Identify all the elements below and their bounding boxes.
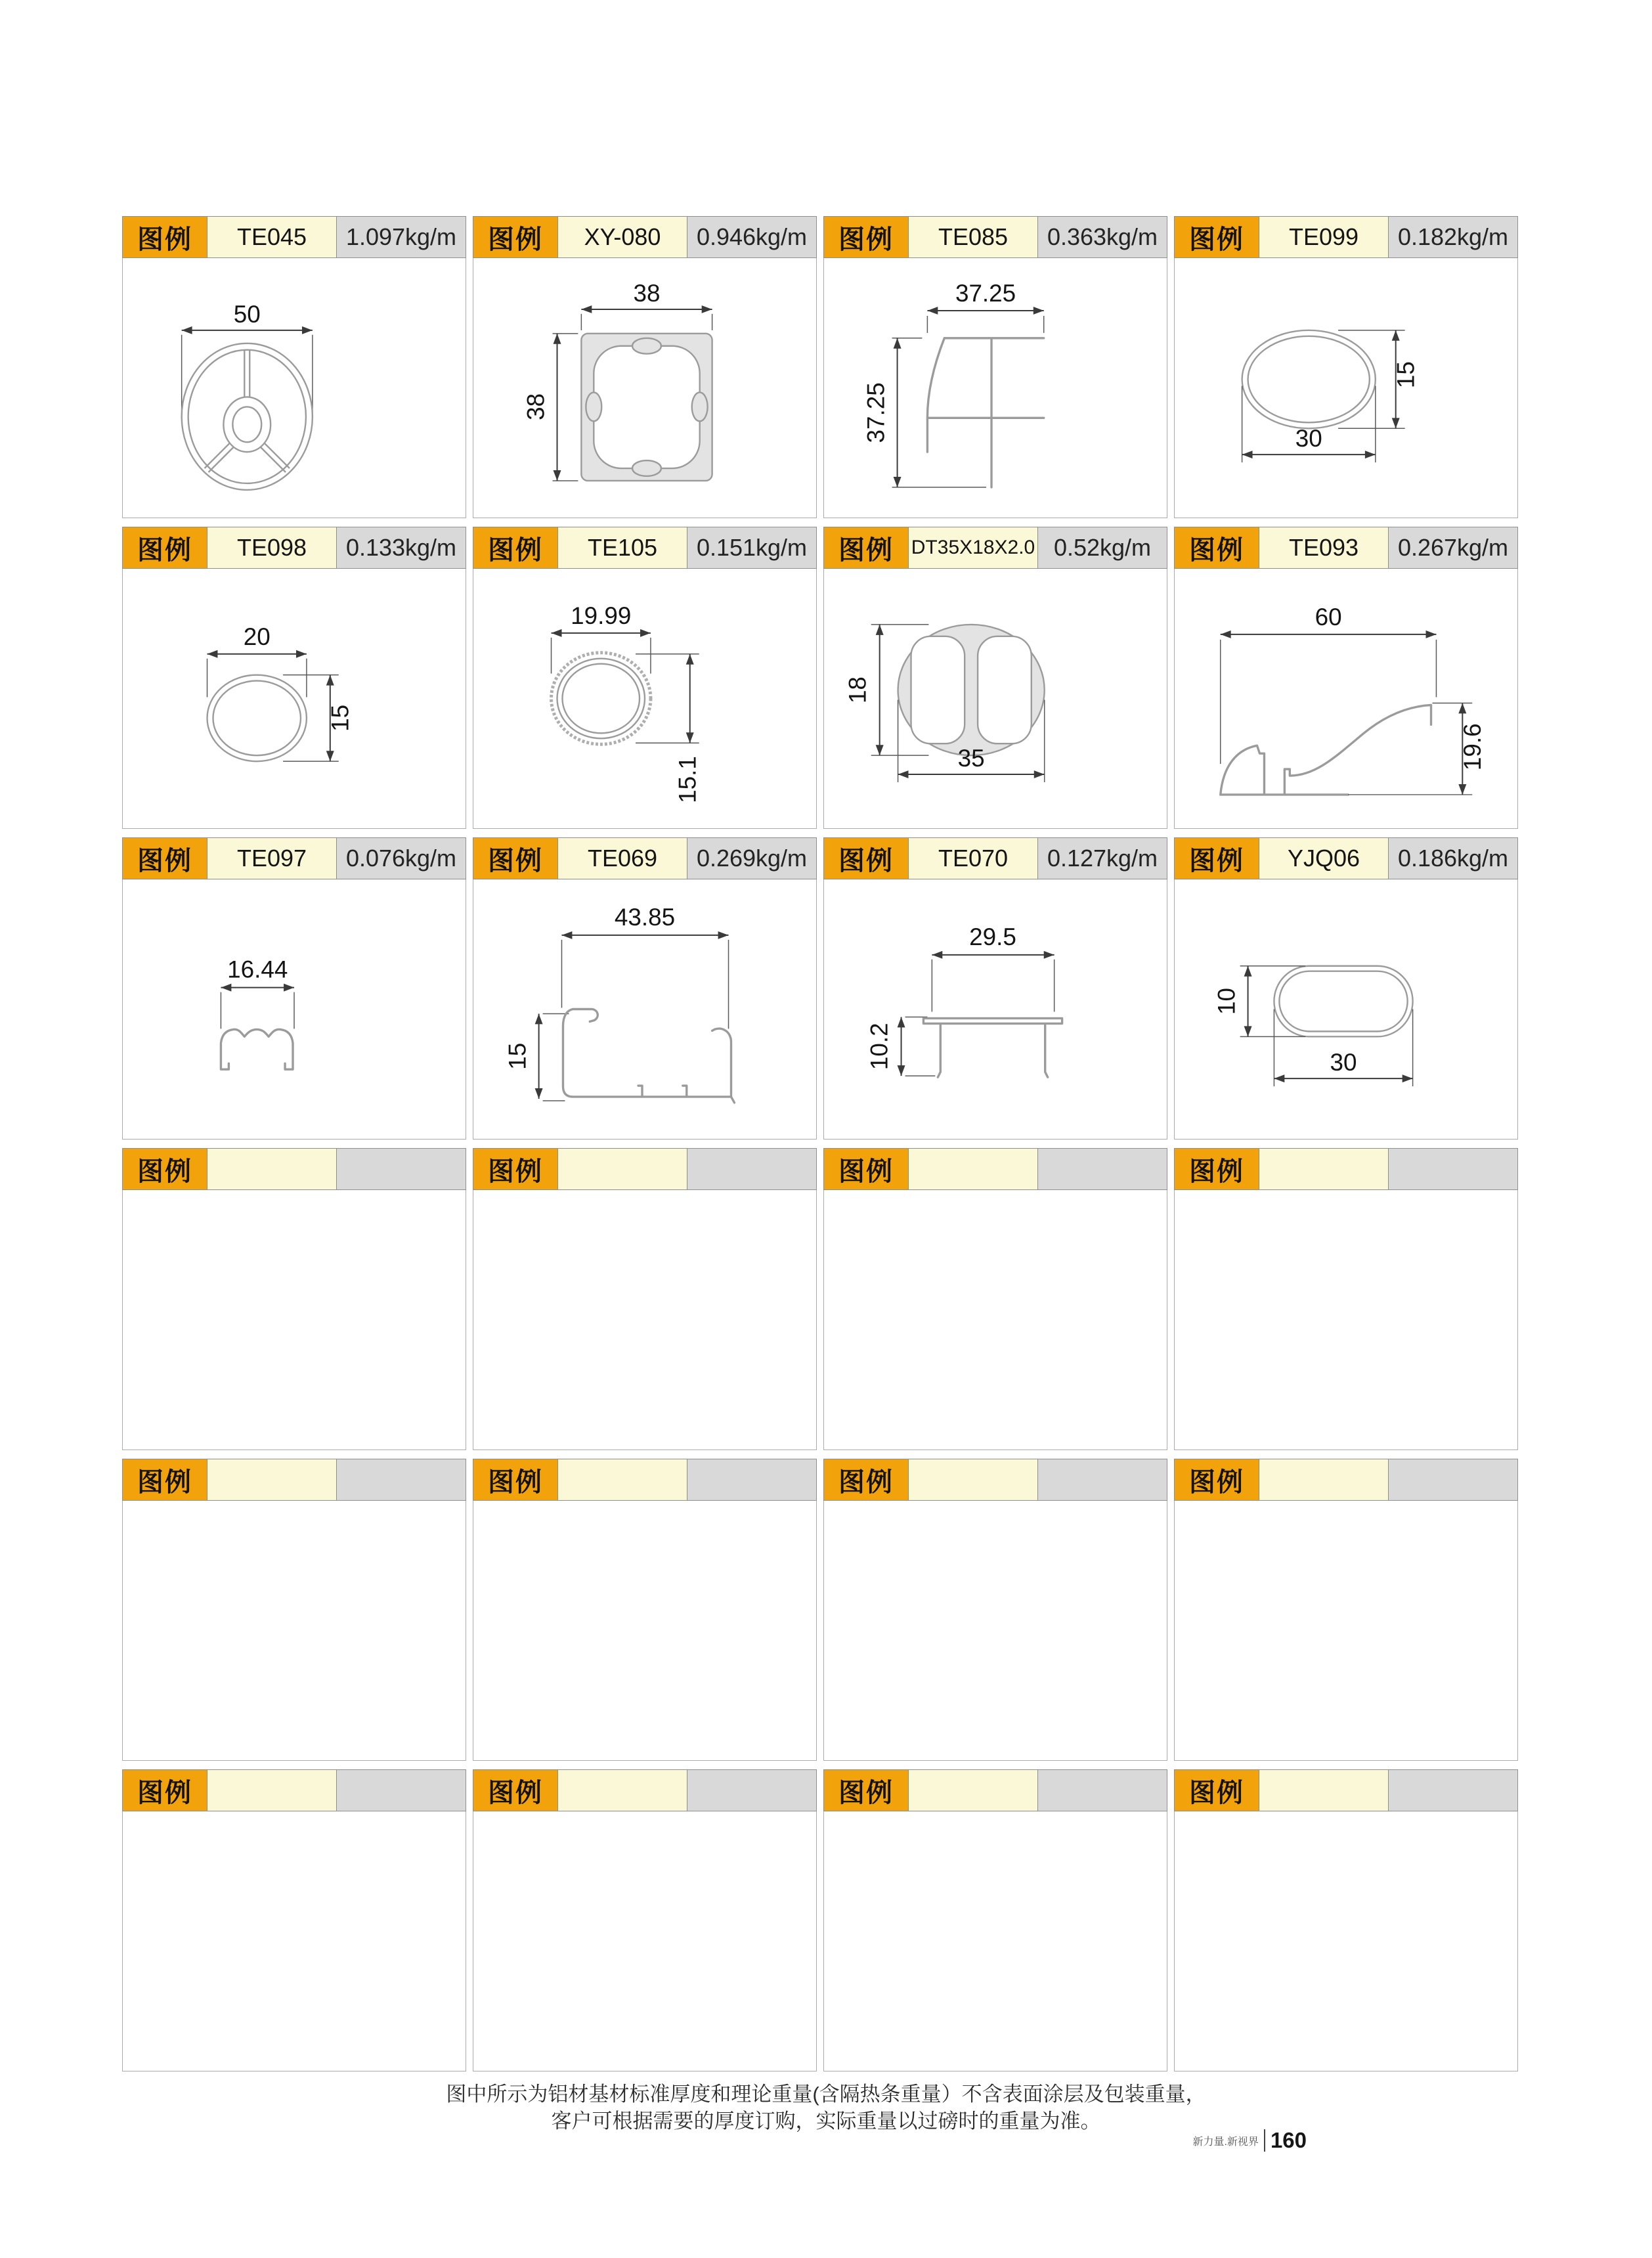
card-header (1174, 837, 1518, 879)
profile-code (909, 1459, 1037, 1501)
profile-code (1259, 1769, 1388, 1811)
profile-code (207, 1148, 336, 1190)
profile-code (207, 1769, 336, 1811)
profile-card-empty (473, 1148, 817, 1450)
profile-weight: 0.267kg/m (1388, 527, 1518, 569)
profile-weight: 0.52kg/m (1037, 527, 1167, 569)
profile-drawing-divided-oval-tube (823, 569, 1167, 829)
legend-badge: 图例 (473, 1769, 558, 1811)
profile-drawing-pill-tube (1174, 879, 1518, 1140)
card-header (1174, 216, 1518, 258)
card-header (122, 527, 466, 569)
profile-card-empty (122, 1459, 466, 1761)
profile-card-empty (473, 1769, 817, 2071)
profile-code: TE105 (558, 527, 687, 569)
card-header (473, 1148, 817, 1190)
card-header (122, 1769, 466, 1811)
grid-row-1 (122, 216, 1527, 518)
profile-drawing-empty (122, 1190, 466, 1450)
profile-weight (687, 1769, 817, 1811)
legend-badge: 图例 (1174, 837, 1259, 879)
dim-top: 50 (233, 300, 261, 328)
profile-weight: 0.182kg/m (1388, 216, 1518, 258)
dim-top: 37.25 (955, 280, 1016, 307)
card-header (1174, 527, 1518, 569)
legend-badge: 图例 (823, 527, 909, 569)
footer-note-line1: 图中所示为铝材基材标准厚度和理论重量(含隔热条重量）不含表面涂层及包装重量， (446, 2083, 1206, 2106)
dim-left: 37.25 (862, 382, 890, 443)
brand-divider (1264, 2129, 1265, 2152)
profile-weight (1388, 1769, 1518, 1811)
dim-left: 10 (1213, 988, 1240, 1015)
legend-badge: 图例 (823, 1769, 909, 1811)
profile-code: TE098 (207, 527, 336, 569)
card-header (1174, 1459, 1518, 1501)
page-number: 160 (1270, 2128, 1307, 2152)
profile-weight: 1.097kg/m (336, 216, 466, 258)
legend-badge: 图例 (1174, 527, 1259, 569)
profile-drawing-empty (823, 1811, 1167, 2071)
legend-badge: 图例 (1174, 1769, 1259, 1811)
profile-card-te085 (823, 216, 1167, 518)
profile-code: TE085 (909, 216, 1037, 258)
profile-drawing-track-profile (473, 879, 817, 1140)
profile-code: TE069 (558, 837, 687, 879)
profile-drawing-wheel-tube (122, 258, 466, 518)
card-header (823, 527, 1167, 569)
grid-row-5 (122, 1459, 1527, 1761)
profile-weight (687, 1459, 817, 1501)
dim-right: 15.1 (674, 756, 701, 803)
grid-row-4 (122, 1148, 1527, 1450)
profile-card-empty (1174, 1148, 1518, 1450)
card-header (1174, 1148, 1518, 1190)
profile-weight: 0.151kg/m (687, 527, 817, 569)
dim-top: 60 (1315, 603, 1342, 631)
profile-weight: 0.127kg/m (1037, 837, 1167, 879)
profile-code (558, 1769, 687, 1811)
dim-bottom: 30 (1330, 1049, 1357, 1076)
dim-left: 10.2 (865, 1023, 893, 1071)
dim-top: 19.99 (571, 602, 632, 629)
legend-badge: 图例 (122, 527, 207, 569)
dim-left: 18 (844, 676, 871, 704)
dim-top: 20 (243, 623, 271, 650)
profile-drawing-empty (122, 1811, 466, 2071)
card-header (823, 1769, 1167, 1811)
profile-drawing-knurled-oval-tube (473, 569, 817, 829)
dim-top: 38 (633, 280, 661, 307)
legend-badge: 图例 (823, 837, 909, 879)
profile-drawing-empty (823, 1190, 1167, 1450)
legend-badge: 图例 (823, 216, 909, 258)
profile-weight: 0.363kg/m (1037, 216, 1167, 258)
profile-code: YJQ06 (1259, 837, 1388, 879)
dim-left: 15 (504, 1042, 531, 1070)
profile-card-te097 (122, 837, 466, 1140)
profile-code: DT35X18X2.0 (909, 527, 1037, 569)
profile-card-empty (122, 1769, 466, 2071)
card-header (473, 527, 817, 569)
dim-right: 15 (326, 704, 354, 732)
profile-drawing-clip-profile (122, 879, 466, 1140)
profile-card-empty (823, 1459, 1167, 1761)
profile-card-empty (1174, 1459, 1518, 1761)
profile-card-te069 (473, 837, 817, 1140)
profile-card-te070 (823, 837, 1167, 1140)
profile-card-te105 (473, 527, 817, 829)
profile-drawing-empty (1174, 1190, 1518, 1450)
profile-grid (122, 216, 1527, 2080)
dim-right: 19.6 (1459, 723, 1487, 771)
profile-drawing-sill-profile (1174, 569, 1518, 829)
profile-weight (336, 1769, 466, 1811)
card-header (473, 837, 817, 879)
profile-code: TE097 (207, 837, 336, 879)
grid-row-3 (122, 837, 1527, 1140)
profile-code (909, 1148, 1037, 1190)
profile-drawing-oval-tube (1174, 258, 1518, 518)
profile-weight (336, 1148, 466, 1190)
profile-card-te099 (1174, 216, 1518, 518)
profile-weight: 0.186kg/m (1388, 837, 1518, 879)
legend-badge: 图例 (473, 837, 558, 879)
profile-code (558, 1148, 687, 1190)
profile-weight: 0.076kg/m (336, 837, 466, 879)
profile-drawing-empty (473, 1190, 817, 1450)
profile-card-yjq06 (1174, 837, 1518, 1140)
footer-note (0, 2081, 1652, 2135)
profile-weight (1037, 1769, 1167, 1811)
grid-row-6 (122, 1769, 1527, 2071)
card-header (1174, 1769, 1518, 1811)
legend-badge: 图例 (473, 216, 558, 258)
profile-card-empty (823, 1148, 1167, 1450)
legend-badge: 图例 (122, 1459, 207, 1501)
card-header (122, 1148, 466, 1190)
profile-drawing-oval-tube (122, 569, 466, 829)
page-footer-brand (1116, 2128, 1307, 2153)
card-header (823, 216, 1167, 258)
card-header (473, 216, 817, 258)
dim-top: 16.44 (227, 956, 288, 983)
profile-weight (1037, 1148, 1167, 1190)
dim-bottom: 30 (1295, 425, 1322, 453)
profile-card-empty (122, 1148, 466, 1450)
dim-left: 38 (522, 393, 550, 420)
dim-right: 15 (1392, 361, 1420, 389)
profile-weight: 0.133kg/m (336, 527, 466, 569)
profile-code: TE070 (909, 837, 1037, 879)
profile-code: XY-080 (558, 216, 687, 258)
profile-weight (336, 1459, 466, 1501)
profile-weight: 0.269kg/m (687, 837, 817, 879)
profile-card-empty (473, 1459, 817, 1761)
legend-badge: 图例 (122, 216, 207, 258)
profile-drawing-empty (1174, 1501, 1518, 1761)
profile-drawing-empty (1174, 1811, 1518, 2071)
profile-weight: 0.946kg/m (687, 216, 817, 258)
profile-drawing-empty (122, 1501, 466, 1761)
profile-code (558, 1459, 687, 1501)
profile-weight (1037, 1459, 1167, 1501)
legend-badge: 图例 (1174, 216, 1259, 258)
grid-row-2 (122, 527, 1527, 829)
dim-top: 43.85 (614, 903, 676, 931)
legend-badge: 图例 (1174, 1148, 1259, 1190)
profile-code (1259, 1148, 1388, 1190)
profile-drawing-empty (473, 1501, 817, 1761)
card-header (122, 1459, 466, 1501)
profile-code: TE045 (207, 216, 336, 258)
legend-badge: 图例 (473, 527, 558, 569)
legend-badge: 图例 (823, 1148, 909, 1190)
legend-badge: 图例 (823, 1459, 909, 1501)
profile-drawing-corner-bracket (823, 258, 1167, 518)
card-header (122, 837, 466, 879)
card-header (473, 1459, 817, 1501)
profile-code (909, 1769, 1037, 1811)
card-header (473, 1769, 817, 1811)
card-header (122, 216, 466, 258)
card-header (823, 837, 1167, 879)
profile-code: TE099 (1259, 216, 1388, 258)
legend-badge: 图例 (122, 1769, 207, 1811)
profile-weight (1388, 1148, 1518, 1190)
profile-card-dt35x18x20 (823, 527, 1167, 829)
profile-code (207, 1459, 336, 1501)
brand-slogan: 新力量.新视界 (1192, 2136, 1259, 2148)
profile-card-xy080 (473, 216, 817, 518)
dim-bottom: 35 (957, 745, 985, 772)
card-header (823, 1148, 1167, 1190)
legend-badge: 图例 (473, 1148, 558, 1190)
legend-badge: 图例 (1174, 1459, 1259, 1501)
legend-badge: 图例 (473, 1459, 558, 1501)
profile-card-empty (1174, 1769, 1518, 2071)
footer-note-line2: 客户可根据需要的厚度订购，实际重量以过磅时的重量为准。 (551, 2110, 1101, 2133)
profile-drawing-empty (823, 1501, 1167, 1761)
profile-weight (687, 1148, 817, 1190)
profile-card-empty (823, 1769, 1167, 2071)
profile-drawing-empty (473, 1811, 817, 2071)
profile-card-te093 (1174, 527, 1518, 829)
legend-badge: 图例 (122, 1148, 207, 1190)
card-header (823, 1459, 1167, 1501)
profile-drawing-square-tube (473, 258, 817, 518)
profile-card-te045 (122, 216, 466, 518)
profile-code (1259, 1459, 1388, 1501)
profile-drawing-channel-profile (823, 879, 1167, 1140)
profile-code: TE093 (1259, 527, 1388, 569)
legend-badge: 图例 (122, 837, 207, 879)
dim-top: 29.5 (969, 923, 1016, 950)
profile-weight (1388, 1459, 1518, 1501)
profile-card-te098 (122, 527, 466, 829)
